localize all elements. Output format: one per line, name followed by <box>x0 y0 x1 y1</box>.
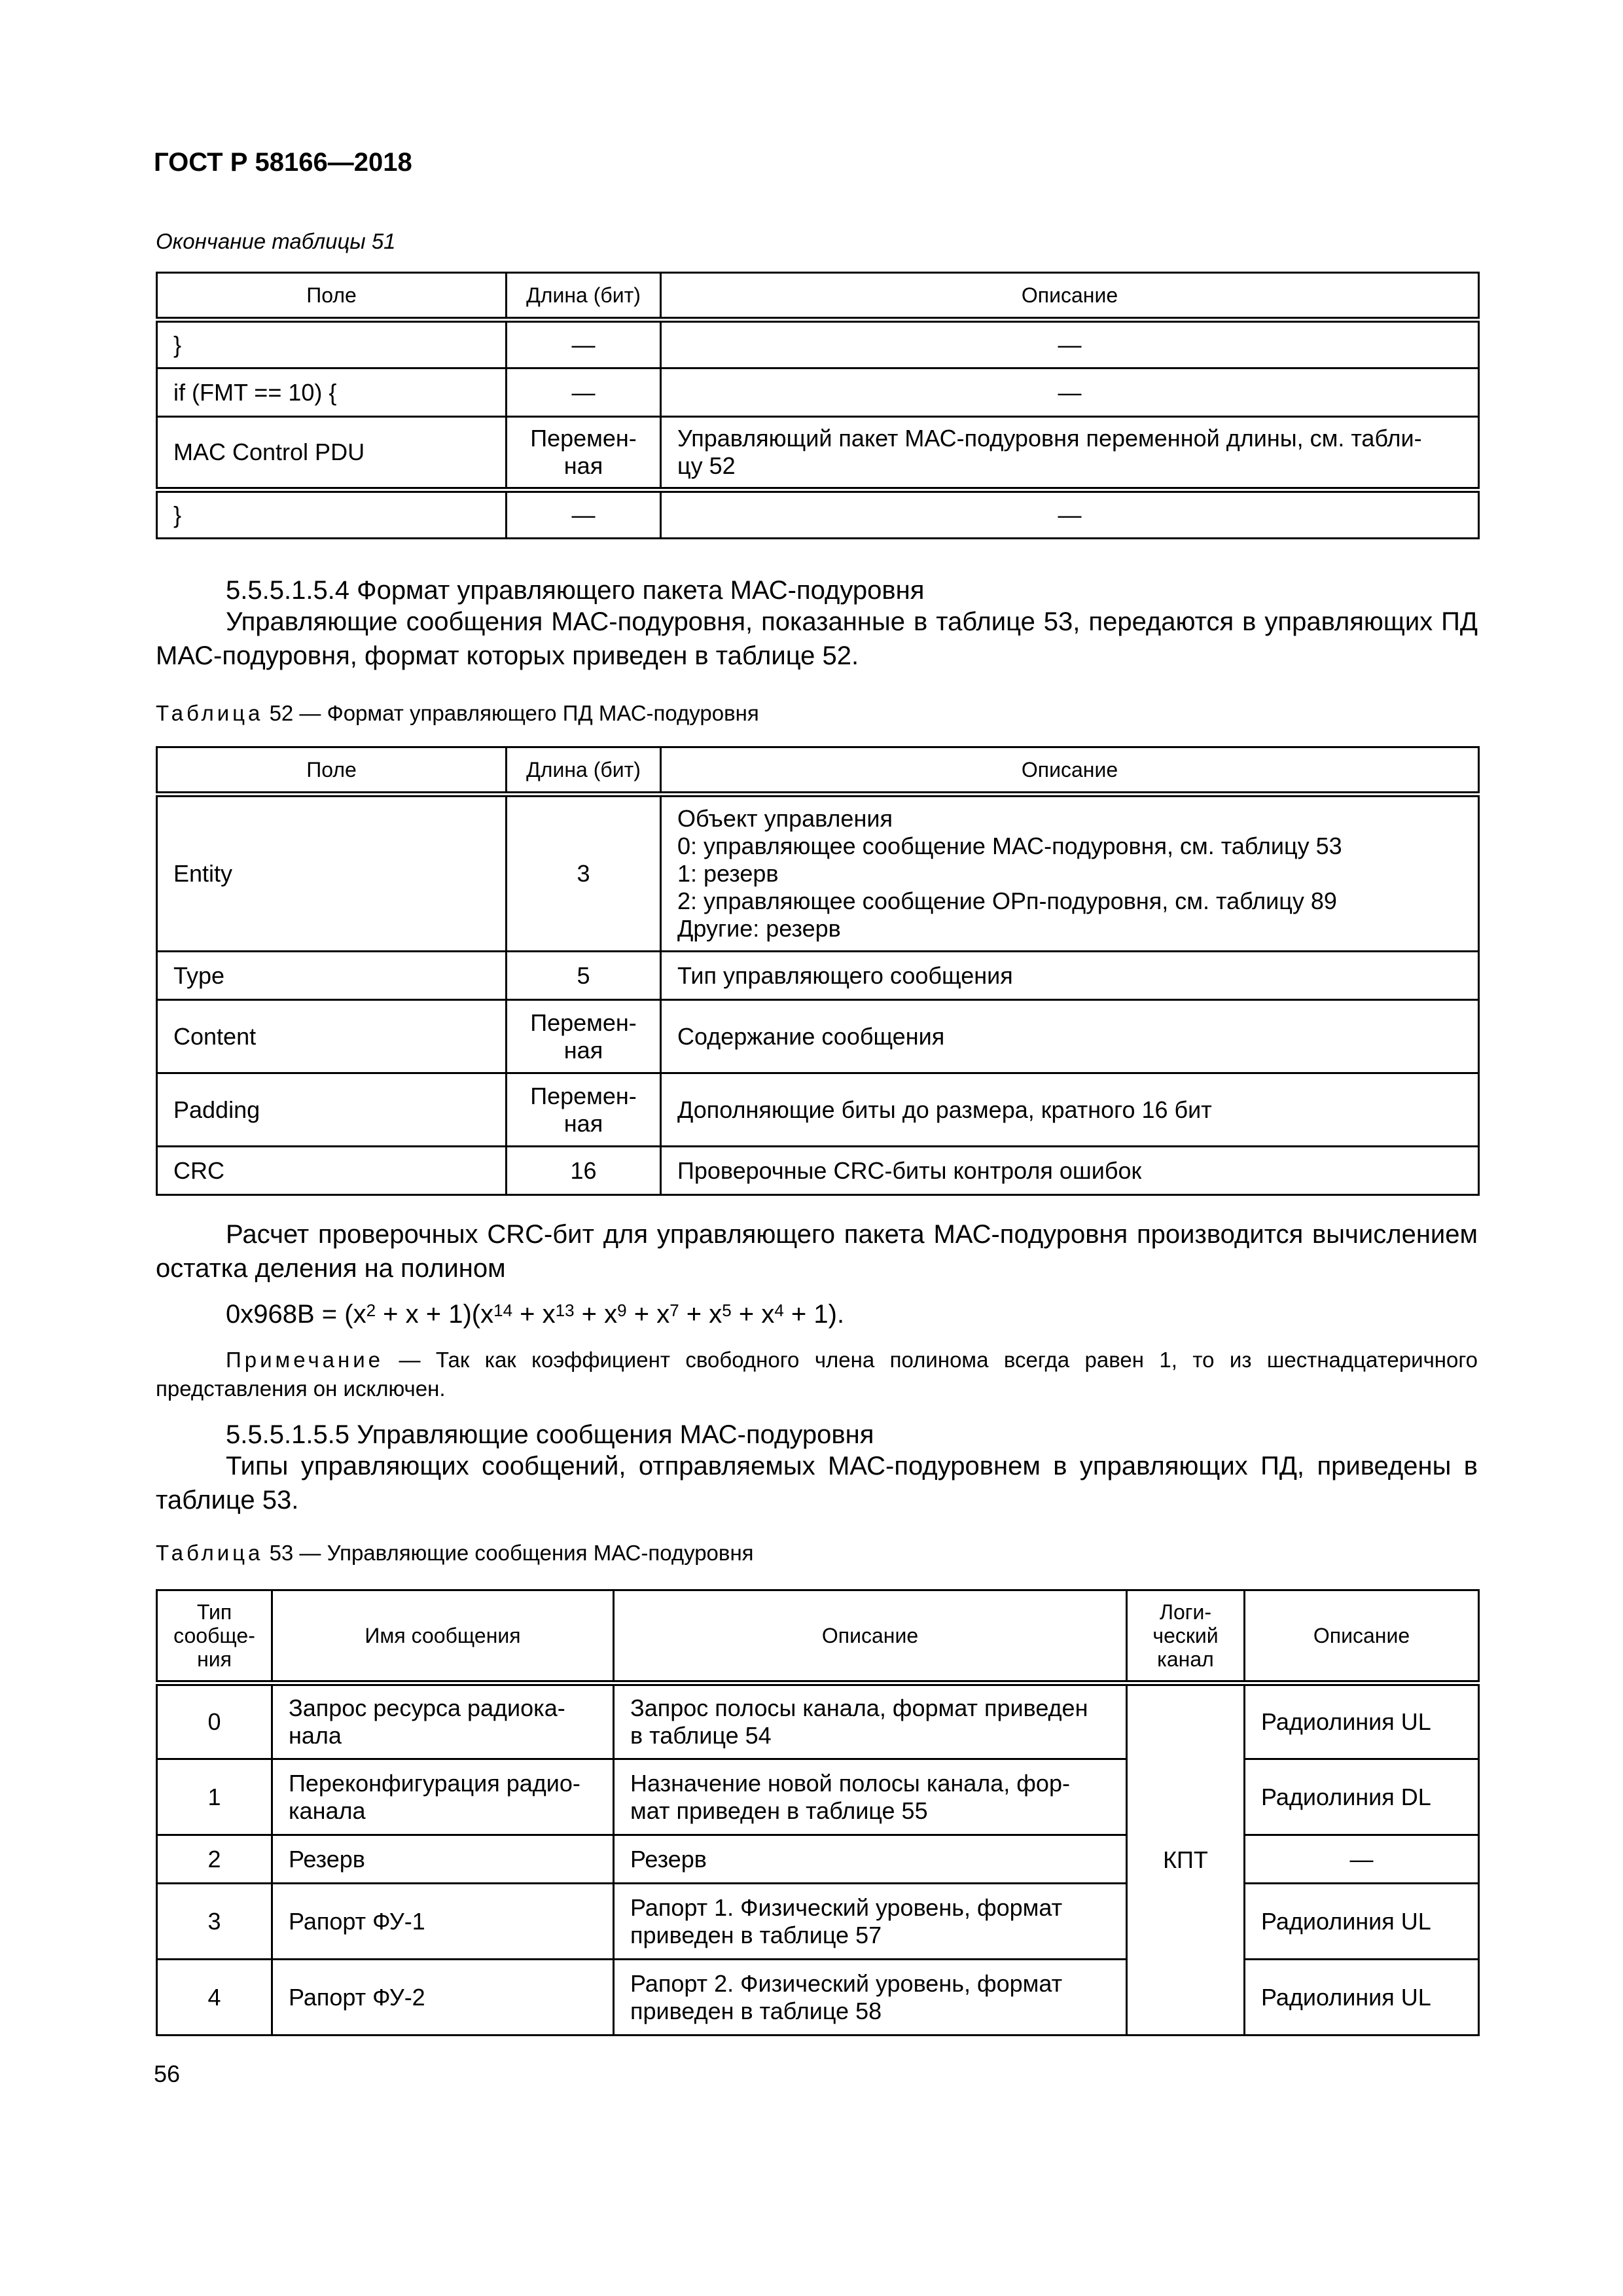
t51-cell: MAC Control PDU <box>157 417 507 490</box>
crc-formula <box>226 1297 844 1331</box>
t52-cell: CRC <box>157 1147 507 1195</box>
formula-exponent: 7 <box>669 1300 679 1320</box>
t53-cell: Рапорт ФУ-2 <box>272 1960 614 2036</box>
caption-text: 53 — Управляющие сообщения МАС-подуровня <box>269 1541 754 1565</box>
t52-cell: Content <box>157 1000 507 1073</box>
crc-paragraph: Расчет проверочных CRC-бит для управляющего пакета МАС-подуровня производится вычислением остатка деления на полином <box>156 1220 1478 1283</box>
t52-cell: Содержание сообщения <box>661 1000 1479 1073</box>
section-heading-5-5-5-1-5-4: 5.5.5.1.5.4 Формат управляющего пакета МАС-подуровня <box>226 576 925 605</box>
formula-exponent: 13 <box>555 1300 575 1320</box>
formula-part: + x + 1)(x <box>376 1300 494 1329</box>
note-label: Примечание <box>226 1348 384 1372</box>
t52-cell: Проверочные CRC-биты контроля ошибок <box>661 1147 1479 1195</box>
table-row <box>157 795 1479 952</box>
formula-exponent: 5 <box>722 1300 732 1320</box>
formula-part: + 1). <box>783 1300 845 1329</box>
t52-cell: Перемен- ная <box>507 1000 661 1073</box>
caption-label: Таблица <box>156 701 264 725</box>
t52-cell: Объект управления 0: управляющее сообщение МАС-подуровня, см. таблицу 53 1: резерв 2: управляющее сообщение ОРп-подуровня, см. таблицу 89 Другие: резерв <box>661 795 1479 952</box>
caption-label: Таблица <box>156 1541 264 1565</box>
page-number: 56 <box>154 2060 181 2087</box>
t53-cell: Запрос ресурса радиока- нала <box>272 1683 614 1759</box>
t52-col-desc: Описание <box>661 747 1479 795</box>
t52-cell: Дополняющие биты до размера, кратного 16 бит <box>661 1073 1479 1147</box>
t53-cell: 3 <box>157 1884 272 1960</box>
table-row <box>157 1960 1479 2036</box>
table-row <box>157 320 1479 368</box>
table-row <box>157 1759 1479 1835</box>
formula-part: 0x968B = (x <box>226 1300 366 1329</box>
formula-part: + x <box>731 1300 775 1329</box>
t51-cell: — <box>507 368 661 417</box>
formula-exponent: 2 <box>366 1300 376 1320</box>
t53-cell: Запрос полосы канала, формат приведен в таблице 54 <box>614 1683 1127 1759</box>
table-row <box>157 1147 1479 1195</box>
table-51 <box>156 272 1480 539</box>
t51-cell: } <box>157 490 507 539</box>
t53-col-type: Тип сообще- ния <box>157 1590 272 1683</box>
t53-cell: Назначение новой полосы канала, фор- мат приведен в таблице 55 <box>614 1759 1127 1835</box>
formula-part: + x <box>679 1300 722 1329</box>
t53-cell: Радиолиния UL <box>1245 1960 1479 2036</box>
t52-col-field: Поле <box>157 747 507 795</box>
t53-cell: Рапорт 1. Физический уровень, формат приведен в таблице 57 <box>614 1884 1127 1960</box>
t51-col-length: Длина (бит) <box>507 273 661 320</box>
table-row <box>157 1884 1479 1960</box>
t52-cell: Entity <box>157 795 507 952</box>
t52-cell: Type <box>157 952 507 1000</box>
t51-col-field: Поле <box>157 273 507 320</box>
t53-cell: Рапорт 2. Физический уровень, формат приведен в таблице 58 <box>614 1960 1127 2036</box>
t53-cell: 0 <box>157 1683 272 1759</box>
t53-cell: Радиолиния UL <box>1245 1884 1479 1960</box>
t53-cell: 1 <box>157 1759 272 1835</box>
t53-cell: — <box>1245 1835 1479 1884</box>
table-53 <box>156 1589 1480 2036</box>
t53-cell: Резерв <box>272 1835 614 1884</box>
t52-cell: Перемен- ная <box>507 1073 661 1147</box>
t51-cell: } <box>157 320 507 368</box>
t53-col-direction: Описание <box>1245 1590 1479 1683</box>
t51-cell: Управляющий пакет МАС-подуровня переменной длины, см. табли- цу 52 <box>661 417 1479 490</box>
t53-cell: Радиолиния UL <box>1245 1683 1479 1759</box>
t53-cell: Рапорт ФУ-1 <box>272 1884 614 1960</box>
t51-cell: — <box>661 320 1479 368</box>
t52-cell: 3 <box>507 795 661 952</box>
t51-cell: — <box>661 368 1479 417</box>
t51-cell: — <box>507 320 661 368</box>
formula-exponent: 9 <box>617 1300 627 1320</box>
formula-part: + x <box>512 1300 556 1329</box>
section-paragraph: Управляющие сообщения МАС-подуровня, показанные в таблице 53, передаются в управляющих ПД МАС-подуровня, формат которых приведен в таблице 52. <box>156 607 1478 670</box>
formula-exponent: 4 <box>774 1300 784 1320</box>
caption-text: 52 — Формат управляющего ПД МАС-подуровня <box>269 701 759 725</box>
table-51-caption: Окончание таблицы 51 <box>156 229 396 253</box>
t52-cell: 16 <box>507 1147 661 1195</box>
t53-channel-cell: КПТ <box>1127 1683 1245 2036</box>
table-row <box>157 1000 1479 1073</box>
t53-cell: 2 <box>157 1835 272 1884</box>
t52-col-length: Длина (бит) <box>507 747 661 795</box>
table-row <box>157 1835 1479 1884</box>
t51-col-desc: Описание <box>661 273 1479 320</box>
table-row <box>157 1683 1479 1759</box>
t51-cell: if (FMT == 10) { <box>157 368 507 417</box>
t53-cell: Радиолиния DL <box>1245 1759 1479 1835</box>
t52-cell: Тип управляющего сообщения <box>661 952 1479 1000</box>
table-row <box>157 490 1479 539</box>
t53-cell: Резерв <box>614 1835 1127 1884</box>
table-52 <box>156 746 1480 1196</box>
table-52-caption <box>156 701 759 726</box>
t52-cell: Padding <box>157 1073 507 1147</box>
table-53-caption <box>156 1541 754 1566</box>
document-header: ГОСТ Р 58166—2018 <box>154 148 412 177</box>
section-heading-5-5-5-1-5-5: 5.5.5.1.5.5 Управляющие сообщения МАС-подуровня <box>226 1420 874 1449</box>
section-paragraph: Типы управляющих сообщений, отправляемых МАС-подуровнем в управляющих ПД, приведены в таблице 53. <box>156 1452 1478 1515</box>
t53-cell: Переконфигурация радио- канала <box>272 1759 614 1835</box>
formula-part: + x <box>626 1300 670 1329</box>
t51-cell: Перемен- ная <box>507 417 661 490</box>
table-row <box>157 952 1479 1000</box>
formula-exponent: 14 <box>493 1300 513 1320</box>
t51-cell: — <box>507 490 661 539</box>
t53-col-name: Имя сообщения <box>272 1590 614 1683</box>
t53-col-channel: Логи- ческий канал <box>1127 1590 1245 1683</box>
note-text: — Так как коэффициент свободного члена полинома всегда равен 1, то из шестнадцатеричного представления он исключен. <box>156 1348 1478 1401</box>
formula-part: + x <box>574 1300 618 1329</box>
t52-cell: 5 <box>507 952 661 1000</box>
t53-col-desc: Описание <box>614 1590 1127 1683</box>
table-row <box>157 417 1479 490</box>
note <box>156 1346 1478 1403</box>
t53-cell: 4 <box>157 1960 272 2036</box>
table-row <box>157 1073 1479 1147</box>
table-row <box>157 368 1479 417</box>
t51-cell: — <box>661 490 1479 539</box>
